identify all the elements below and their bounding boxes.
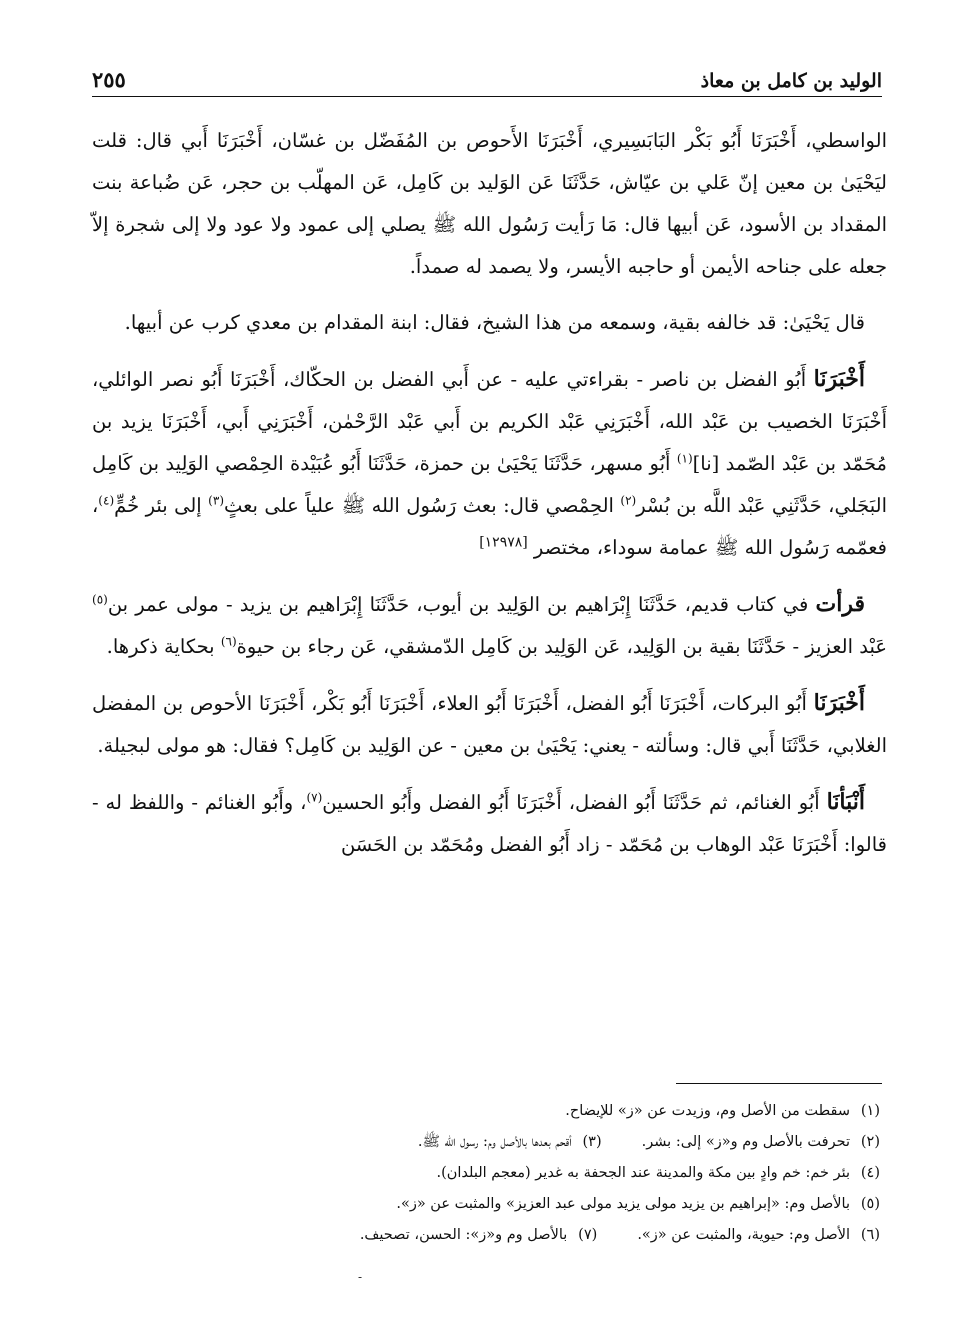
paragraph-lead-word: أَخْبَرَنَا (813, 690, 865, 716)
text-run: بحكاية ذكرها. (106, 635, 221, 658)
footnote-marker: (٥) (92, 592, 108, 607)
paragraph-2: قال يَحْيَىٰ: قد خالفه بقية، وسمعه من هذا الشيخ، فقال: ابنة المقدام بن معدي كرب عن أبيها. (124, 311, 865, 334)
footnote-number: (٣) (582, 1134, 602, 1150)
running-header (92, 56, 882, 97)
footnote-text: بئر خم: خم وادٍ بين مكة والمدينة عند الجحفة به غدير (معجم البلدان). (436, 1165, 850, 1181)
text-run: عَبْد العزيز - حَدَّثَنَا بقية بن الوَلِيد، عَن الوَلِيد بن كَامِل الدّمشقي، عَن رجاء بن حيوة (236, 635, 887, 658)
footnote-marker: (٧) (306, 790, 323, 805)
footnote-marker: (٤) (98, 493, 115, 508)
footnote-row (180, 1127, 880, 1158)
page-number: ٢٥٥ (92, 67, 126, 92)
hadith-reference-number: [١٢٩٧٨] (479, 534, 528, 551)
paragraph-4 (92, 583, 887, 668)
footnote-row (180, 1158, 880, 1189)
footnote-marker: (٢) (620, 493, 637, 508)
footnote-row (180, 1189, 880, 1220)
footnote-row (180, 1220, 880, 1251)
text-run: أَبُو الغنائم، ثم حَدَّثَنَا أَبُو الفضل، أَخْبَرَنَا أَبُو الفضل وأَبُو الحسين (322, 791, 827, 814)
text-run: ، فعمّمه رَسُول الله ﷺ عمامة سوداء، مختصر (92, 494, 887, 559)
footnote-number: (٥) (860, 1196, 880, 1212)
running-title: الوليد بن كامل بن معاذ (700, 70, 882, 92)
text-run: إلى بئر خُمٍّ (114, 494, 209, 517)
text-run: أَبُو مسهر، حَدَّثَنَا يَحْيَىٰ بن حمزة، حَدَّثَنَا أَبُو عُبَيْدة الحِمْصي الوَلِيد بن كَامِل البَجَلي، حَدَّثَنِي عَبْد اللَّه بن بُسْر (92, 452, 888, 517)
footnote-number: (١) (860, 1103, 880, 1119)
footnote-text: تحرفت بالأصل وم و«ز» إلى: بشر. (641, 1134, 850, 1150)
footnote-text: بالأصل وم: «إبراهيم بن يزيد مولى يزيد مولى عبد العزيز» والمثبت عن «ز». (396, 1196, 850, 1212)
footnote-marker: (١) (676, 451, 693, 466)
paragraph-lead-word: أَخْبَرَنَا (813, 366, 865, 392)
footnote-number: (٦) (860, 1227, 880, 1243)
paragraph-6 (92, 781, 887, 866)
footnote-marker: (٣) (208, 493, 224, 508)
text-run: ، وأَبُو الغنائم - واللفظ له - قالوا: أَخْبَرَنَا عَبْد الوهاب بن مُحَمّد - زاد أَبُو الفضل ومُحَمّد بن الحَسَن (92, 791, 887, 856)
footnote-separator (676, 1083, 882, 1084)
footnote-text: سقطت من الأصل وم، وزيدت عن «ز» للإيضاح. (565, 1103, 850, 1119)
footnote-text: الأصل وم: حيوية، والمثبت عن «ز». (637, 1227, 850, 1243)
paragraph-lead-word: قرأت (815, 591, 865, 617)
paragraph-1: الواسطي، أَخْبَرَنَا أَبُو بَكْر البَابَسِيري، أَخْبَرَنَا الأَحوص بن المُفَضّل بن غسّان، أَخْبَرَنَا أَبي قال: قلت ليَحْيَىٰ بن معين إنّ عَلي بن عيّاش، حَدَّثَنَا عَن الوَليد بن كَامِل، عَن المهلّب بن حجر، عَن ضُباعة بنت المقداد بن الأسود، عَن أبيها قال: مَا رَأيت رَسُول الله ﷺ يصلي إلى عمود ولا عود ولا إلى شجرة إلاّ جعله على جناحه الأيمن أو حاجبه الأيسر، ولا يصمد له صمداً. (92, 129, 887, 278)
paragraph-5 (92, 682, 887, 767)
main-text (92, 120, 887, 880)
footnote-number: (٤) (860, 1165, 880, 1181)
footnotes (180, 1096, 880, 1251)
footnote-number: (٧) (578, 1227, 598, 1243)
text-run: أَبُو الفضل بن ناصر - بقراءتي عليه - عن أَبي الفضل بن الحكّاك، أَخْبَرَنَا أَبُو نصر الوائلي، أَخْبَرَنَا الخصيب بن عَبْد الله، أَخْبَرَنِي عَبْد الكريم بن أَبي عَبْد الرَّحْمٰن، أَخْبَرَنِي أَبي، أَخْبَرَنَا يزيد بن مُحَمّد بن عَبْد الصّمد [نا] (92, 368, 887, 475)
footnote-text: أقحم بعدها بالأصل وم: رسول الله ﷺ. (417, 1134, 572, 1150)
text-run: الحِمْصي قال: بعث رَسُول الله ﷺ علياً على بعثٍ (224, 494, 621, 517)
footnote-text: بالأصل وم و«ز»: الحسن، تصحيف. (359, 1227, 568, 1243)
stray-mark: - (358, 1270, 363, 1284)
paragraph-lead-word: أَنْبَأنَا (826, 789, 866, 815)
footnote-row (180, 1096, 880, 1127)
paragraph-3 (92, 358, 887, 569)
footnote-number: (٢) (860, 1134, 880, 1150)
text-run: في كتاب قديم، حَدَّثَنَا إِبْرَاهيم بن الوَلِيد بن أيوب، حَدَّثَنَا إِبْرَاهيم بن يزيد - مولى عمر بن (107, 593, 816, 616)
text-run: أَبُو البركات، أَخْبَرَنَا أَبُو الفضل، أَخْبَرَنَا أَبُو العلاء، أَخْبَرَنَا أَبُو بَكْر، أَخْبَرَنَا الأحوص بن المفضل الغلابي، حَدَّثَنَا أَبي قال: وسألته - يعني: يَحْيَىٰ بن معين - عن الوَلِيد بن كَامِل؟ فقال: هو مولى لبجيلة. (92, 692, 887, 757)
footnote-marker: (٦) (220, 634, 237, 649)
